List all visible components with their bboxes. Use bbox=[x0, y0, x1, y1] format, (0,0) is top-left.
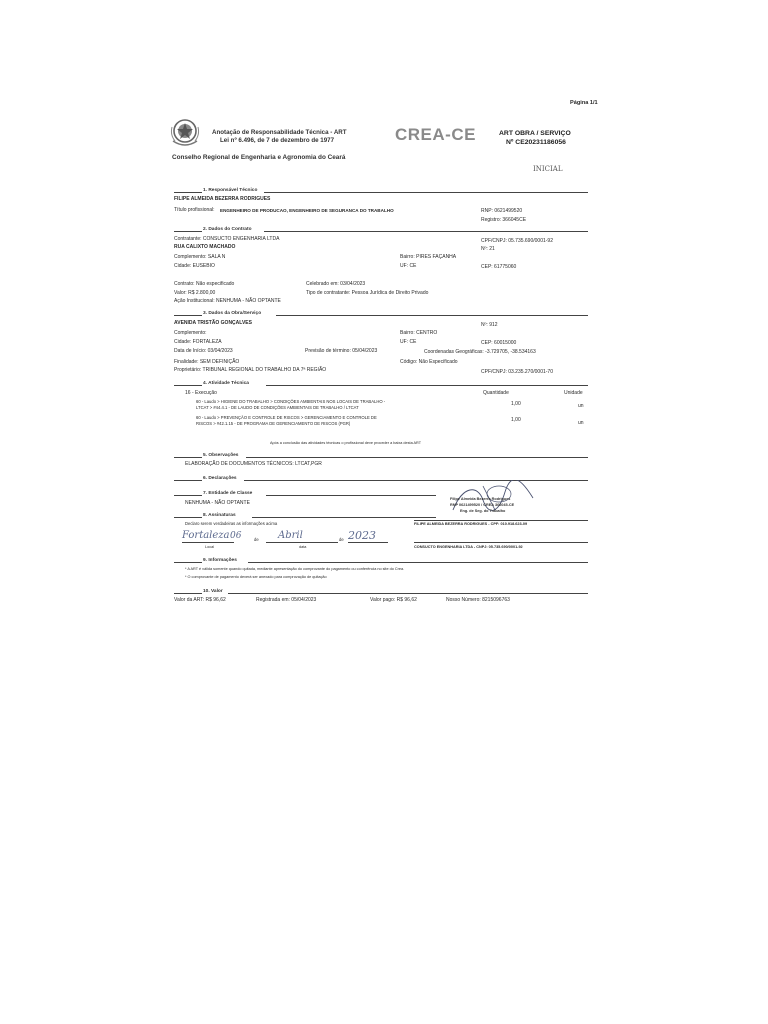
activity-1-line2: LTCAT > #44.4.1 - DE LAUDO DE CONDIÇÕES AMBIENTAIS DE TRABALHO / LTCAT bbox=[196, 405, 359, 410]
stamp-line2: RNP 0621499520 / CREA 366045-CE bbox=[450, 503, 515, 507]
obra-complemento: Complemento: bbox=[174, 330, 207, 336]
contrato: Contrato: Não especificado bbox=[174, 281, 235, 287]
section-8-title: 8. Assinaturas bbox=[203, 513, 236, 518]
valor-contrato: Valor: R$ 2.800,00 bbox=[174, 290, 216, 296]
valor-art: Valor da ART: R$ 96,62 bbox=[174, 597, 226, 603]
page-number: Página 1/1 bbox=[570, 100, 598, 106]
previsao-termino: Previsão de término: 05/04/2023 bbox=[305, 348, 378, 354]
rnp: RNP: 0621499520 bbox=[481, 208, 523, 214]
nosso-numero: Nosso Número: 8215096763 bbox=[446, 597, 510, 603]
rt-name: FILIPE ALMEIDA BEZERRA RODRIGUES bbox=[174, 196, 271, 202]
stamp-line1: Filipe Almeida Bezerra Rodrigues bbox=[450, 497, 511, 501]
data-label: data bbox=[299, 545, 307, 549]
council-name: Conselho Regional de Engenharia e Agronomia do Ceará bbox=[172, 154, 346, 161]
activity-1-line1: 60 - Laudo > HIGIENE DO TRABALHO > CONDIÇÕES AMBIENTAIS NOS LOCAIS DE TRABALHO - bbox=[196, 399, 386, 404]
coordenadas: Coordenadas Geográficas: -3.729705, -38.534163 bbox=[424, 349, 536, 355]
entidade-classe-text: NENHUMA - NÃO OPTANTE bbox=[185, 500, 250, 506]
activity-2-qty: 1,00 bbox=[511, 417, 521, 423]
registro: Registro: 366045CE bbox=[481, 217, 527, 223]
obra-numero: Nº: 912 bbox=[481, 322, 498, 328]
status-label: INICIAL bbox=[533, 165, 563, 173]
codigo: Código: Não Especificado bbox=[400, 359, 458, 365]
declaro-text: Declaro serem verdadeiras as informações acima bbox=[185, 521, 278, 526]
obra-cep: CEP: 60015000 bbox=[481, 340, 517, 346]
data-inicio: Data de Início: 03/04/2023 bbox=[174, 348, 233, 354]
section-4-title: 4. Atividade Técnica bbox=[203, 381, 249, 386]
local-handwritten: Fortaleza bbox=[182, 530, 230, 541]
info-1: * A ART é válida somente quando quitada, mediante apresentação do comprovante do pagamento ou conferência no site do Crea. bbox=[185, 567, 405, 571]
contratante-cnpj: CPF/CNPJ: 05.735.690/0001-92 bbox=[481, 238, 553, 244]
info-2: * O comprovante de pagamento deverá ser anexado para comprovação de quitação bbox=[185, 575, 327, 579]
observacoes-text: ELABORAÇÃO DE DOCUMENTOS TÉCNICOS: LTCAT,PGR bbox=[185, 461, 322, 467]
section-7-title: 7. Entidade de Classe bbox=[203, 491, 253, 496]
contratante-endereco: RUA CALIXTO MACHADO bbox=[174, 244, 236, 250]
section-2-title: 2. Dados do Contrato bbox=[203, 227, 252, 232]
contratante: Contratante: CONSUCTO ENGENHARIA LTDA bbox=[174, 236, 280, 242]
professional-signature-line: FILIPE ALMEIDA BEZERRA RODRIGUES - CPF: 010.918.623-09 bbox=[414, 522, 528, 526]
celebrado: Celebrado em: 03/04/2023 bbox=[306, 281, 366, 287]
titulo-label: Título profissional: bbox=[174, 207, 215, 213]
activity-2-line2: RISCOS > #42.1.15 - DE PROGRAMA DE GERENCIAMENTO DE RISCOS (PGR) bbox=[196, 421, 351, 426]
col-unidade: Unidade bbox=[564, 390, 583, 396]
art-number: Nº CE20231186056 bbox=[506, 139, 566, 146]
year-handwritten: 2023 bbox=[348, 529, 376, 542]
section-10-title: 10. Valor bbox=[203, 589, 223, 594]
stamp-line3: Eng. de Seg. do Trabalho bbox=[460, 509, 506, 513]
proprietario: Proprietário: TRIBUNAL REGIONAL DO TRABALHO DA 7ª REGIÃO bbox=[174, 367, 327, 373]
acao-institucional: Ação Institucional: NENHUMA - NÃO OPTANTE bbox=[174, 298, 281, 304]
contratante-cidade: Cidade: EUSEBIO bbox=[174, 263, 215, 269]
de-2: de bbox=[339, 537, 344, 542]
registrada-em: Registrada em: 05/04/2023 bbox=[256, 597, 317, 603]
titulo-value: ENGENHEIRO DE PRODUCAO, ENGENHEIRO DE SEGURANCA DO TRABALHO bbox=[220, 208, 394, 213]
header-title-line1: Anotação de Responsabilidade Técnica - ART bbox=[212, 129, 347, 136]
month-handwritten: Abril bbox=[278, 530, 303, 541]
section-6-title: 6. Declarações bbox=[203, 476, 237, 481]
obra-endereco: AVENIDA TRISTÃO GONÇALVES bbox=[174, 320, 252, 326]
col-quantidade: Quantidade bbox=[483, 390, 509, 396]
finalidade: Finalidade: SEM DEFINIÇÃO bbox=[174, 359, 240, 365]
section-5-title: 5. Observações bbox=[203, 453, 239, 458]
header-title-line2: Lei nº 6.496, de 7 de dezembro de 1977 bbox=[220, 136, 335, 144]
de-1: de bbox=[254, 537, 259, 542]
contratante-cep: CEP: 61775060 bbox=[481, 264, 517, 270]
contratante-complemento: Complemento: SALA N bbox=[174, 254, 226, 260]
brasao-emblem-icon bbox=[168, 115, 202, 149]
activity-2-line1: 60 - Laudo > PREVENÇÃO E CONTROLE DE RISCOS > GERENCIAMENTO E CONTROLE DE bbox=[196, 415, 377, 420]
activity-1-unit: un bbox=[578, 403, 584, 409]
contratante-uf: UF: CE bbox=[400, 263, 417, 269]
art-type: ART OBRA / SERVIÇO bbox=[499, 130, 571, 137]
contractor-signature-line: CONSUCTO ENGENHARIA LTDA - CNPJ: 05.735.690/0001-92 bbox=[414, 545, 523, 549]
execucao-label: 16 - Execução bbox=[185, 390, 217, 396]
art-document bbox=[168, 100, 608, 620]
crea-logo-text: CREA-CE bbox=[395, 125, 476, 144]
day-handwritten: 06 bbox=[230, 531, 242, 541]
tipo-contratante: Tipo de contratante: Pessoa Jurídica de Direito Privado bbox=[306, 290, 429, 296]
obra-bairro: Bairro: CENTRO bbox=[400, 330, 438, 336]
section-3-title: 3. Dados da Obra/Serviço bbox=[203, 311, 262, 316]
contratante-bairro: Bairro: PIRES FAÇANHA bbox=[400, 254, 457, 260]
proprietario-cnpj: CPF/CNPJ: 03.235.270/0001-70 bbox=[481, 369, 553, 375]
activity-1-qty: 1,00 bbox=[511, 401, 521, 407]
valor-pago: Valor pago: R$ 96,62 bbox=[370, 597, 417, 603]
section-9-title: 9. Informações bbox=[203, 558, 237, 563]
activity-note: Após a conclusão das atividades técnicas o profissional deve proceder a baixa desta ART bbox=[270, 441, 422, 445]
activity-2-unit: un bbox=[578, 420, 584, 426]
local-label: Local bbox=[205, 545, 215, 549]
obra-cidade: Cidade: FORTALEZA bbox=[174, 339, 222, 345]
contratante-numero: Nº: 21 bbox=[481, 246, 495, 252]
section-1-title: 1. Responsável Técnico bbox=[203, 188, 258, 193]
obra-uf: UF: CE bbox=[400, 339, 417, 345]
